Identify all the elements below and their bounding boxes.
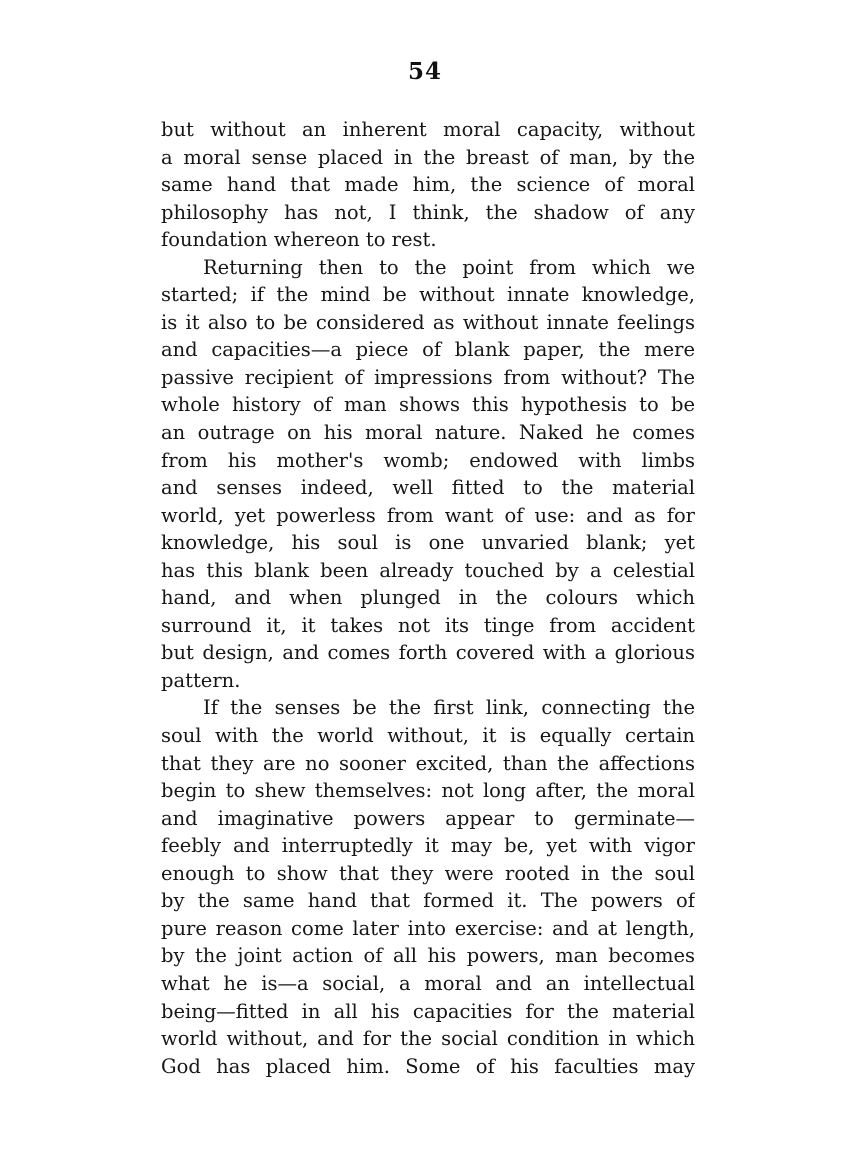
text-line: surround it, it takes not its tinge from accident xyxy=(161,613,695,637)
text-line: foundation whereon to rest. xyxy=(161,228,437,252)
text-line: has this blank been already touched by a celestial xyxy=(161,558,695,582)
text-line: If the senses be the first link, connecting the xyxy=(203,696,695,720)
text-line: but design, and comes forth covered with a glorious xyxy=(161,641,695,665)
text-line: feebly and interruptedly it may be, yet with vigor xyxy=(161,834,695,858)
text-line: by the same hand that formed it. The powers of xyxy=(161,889,695,913)
page-number: 54 xyxy=(407,58,442,85)
text-line: what he is—a social, a moral and an intellectual xyxy=(161,971,695,995)
text-line: by the joint action of all his powers, man becomes xyxy=(161,944,695,968)
text-line: same hand that made him, the science of moral xyxy=(161,173,695,197)
text-line: begin to shew themselves: not long after, the moral xyxy=(161,779,695,803)
text-line: passive recipient of impressions from without? The xyxy=(161,365,695,389)
text-line: pattern. xyxy=(161,668,241,692)
text-line: a moral sense placed in the breast of man, by the xyxy=(161,145,695,169)
text-line: God has placed him. Some of his faculties may xyxy=(161,1054,695,1078)
text-line: knowledge, his soul is one unvaried blank; yet xyxy=(161,531,695,555)
text-line: world without, and for the social condition in which xyxy=(161,1027,695,1051)
body-text xyxy=(161,116,695,1080)
text-line: soul with the world without, it is equally certain xyxy=(161,724,695,748)
text-line: started; if the mind be without innate knowledge, xyxy=(161,283,695,307)
text-line: from his mother's womb; endowed with limbs xyxy=(161,448,695,472)
text-line: and senses indeed, well fitted to the material xyxy=(161,476,695,500)
text-line: an outrage on his moral nature. Naked he comes xyxy=(161,421,695,445)
text-line: is it also to be considered as without innate feelings xyxy=(161,310,695,334)
text-line: whole history of man shows this hypothesis to be xyxy=(161,393,695,417)
text-line: that they are no sooner excited, than the affections xyxy=(161,751,695,775)
text-line: world, yet powerless from want of use: and as for xyxy=(161,503,695,527)
text-line: pure reason come later into exercise: and at length, xyxy=(161,916,695,940)
text-line: being—fitted in all his capacities for the material xyxy=(161,999,695,1023)
text-line: Returning then to the point from which we xyxy=(203,255,695,279)
text-line: philosophy has not, I think, the shadow of any xyxy=(161,200,695,224)
text-line: but without an inherent moral capacity, without xyxy=(161,118,695,141)
text-line: and capacities—a piece of blank paper, the mere xyxy=(161,338,695,362)
text-line: enough to show that they were rooted in the soul xyxy=(161,861,695,885)
text-line: hand, and when plunged in the colours which xyxy=(161,586,695,610)
text-line: and imaginative powers appear to germinate— xyxy=(161,806,695,830)
